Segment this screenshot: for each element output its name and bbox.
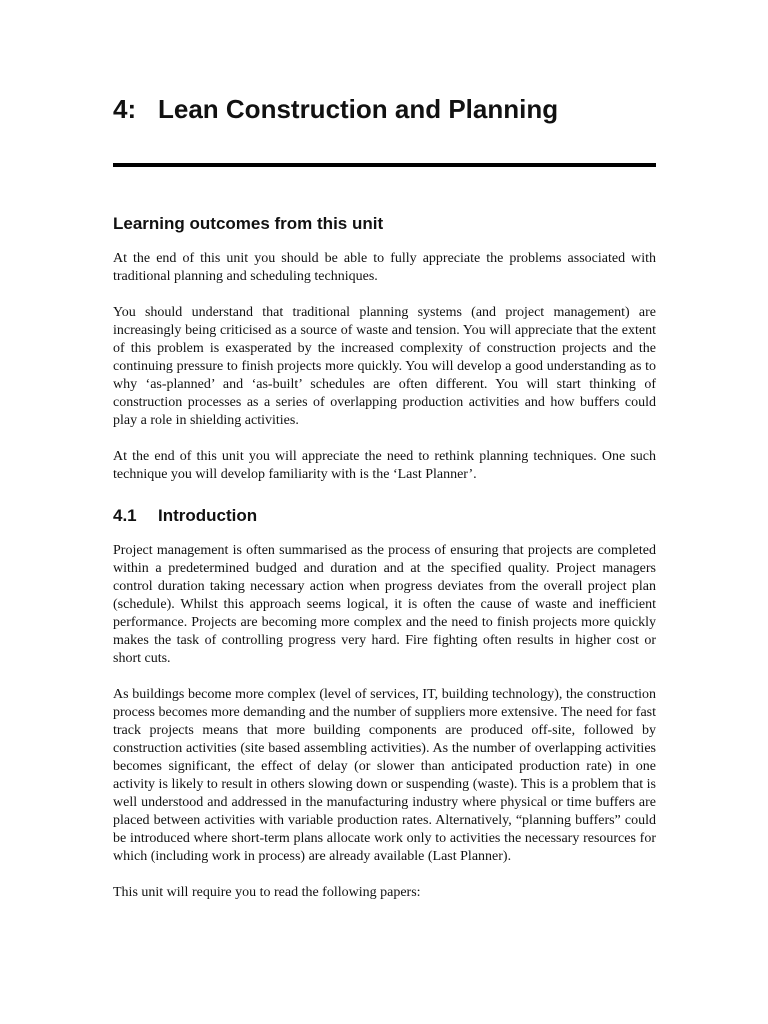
introduction-paragraph-3: This unit will require you to read the following papers:	[113, 885, 421, 900]
learning-outcomes-paragraph-3: At the end of this unit you will appreciate the need to rethink planning techniques. One such technique you will develop familiarity with is the ‘Last Planner’.	[113, 449, 656, 482]
section-title: Introduction	[158, 506, 258, 525]
learning-outcomes-paragraph-1: At the end of this unit you should be able to fully appreciate the problems associated with traditional planning and scheduling techniques.	[113, 251, 656, 284]
chapter-number: 4:	[113, 94, 137, 124]
introduction-paragraph-1: Project management is often summarised as the process of ensuring that projects are completed within a predetermined budged and duration and at the specified quality. Project managers control duration taking necessary action when progress deviates from the overall project plan (schedule). Whilst this approach seems logical, it is often the cause of waste and inefficient performance. Projects are becoming more complex and the need to finish projects more quickly makes the task of controlling progress very hard. Fire fighting often results in higher cost or short cuts.	[113, 543, 656, 666]
chapter-title	[113, 92, 558, 126]
title-rule	[113, 163, 656, 167]
introduction-paragraph-2: As buildings become more complex (level of services, IT, building technology), the construction process becomes more demanding and the number of suppliers more extensive. The need for fast track projects means that more building components are produced off-site, followed by construction activities (site based assembling activities). As the number of overlapping activities becomes significant, the effect of delay (or slower than anticipated production rate) in one activity is likely to result in others slowing down or suspending (waste). This is a problem that is well understood and addressed in the manufacturing industry where physical or time buffers are placed between activities with variable production rates. Alternatively, “planning buffers” could be introduced where short-term plans allocate work only to activities the necessary resources for which (including work in process) are already available (Last Planner).	[113, 687, 656, 864]
learning-outcomes-heading: Learning outcomes from this unit	[113, 214, 384, 233]
section-number: 4.1	[113, 506, 137, 525]
learning-outcomes-paragraph-2: You should understand that traditional planning systems (and project management) are increasingly being criticised as a source of waste and tension. You will appreciate that the extent of this problem is exasperated by the increased complexity of construction projects and the continuing pressure to finish projects more quickly. You will develop a good understanding as to why ‘as-planned’ and ‘as-built’ schedules are often different. You will start thinking of construction processes as a series of overlapping production activities and how buffers could play a role in shielding activities.	[113, 305, 656, 428]
introduction-heading	[113, 504, 656, 528]
page-content	[113, 212, 656, 920]
chapter-title-text: Lean Construction and Planning	[158, 94, 559, 124]
